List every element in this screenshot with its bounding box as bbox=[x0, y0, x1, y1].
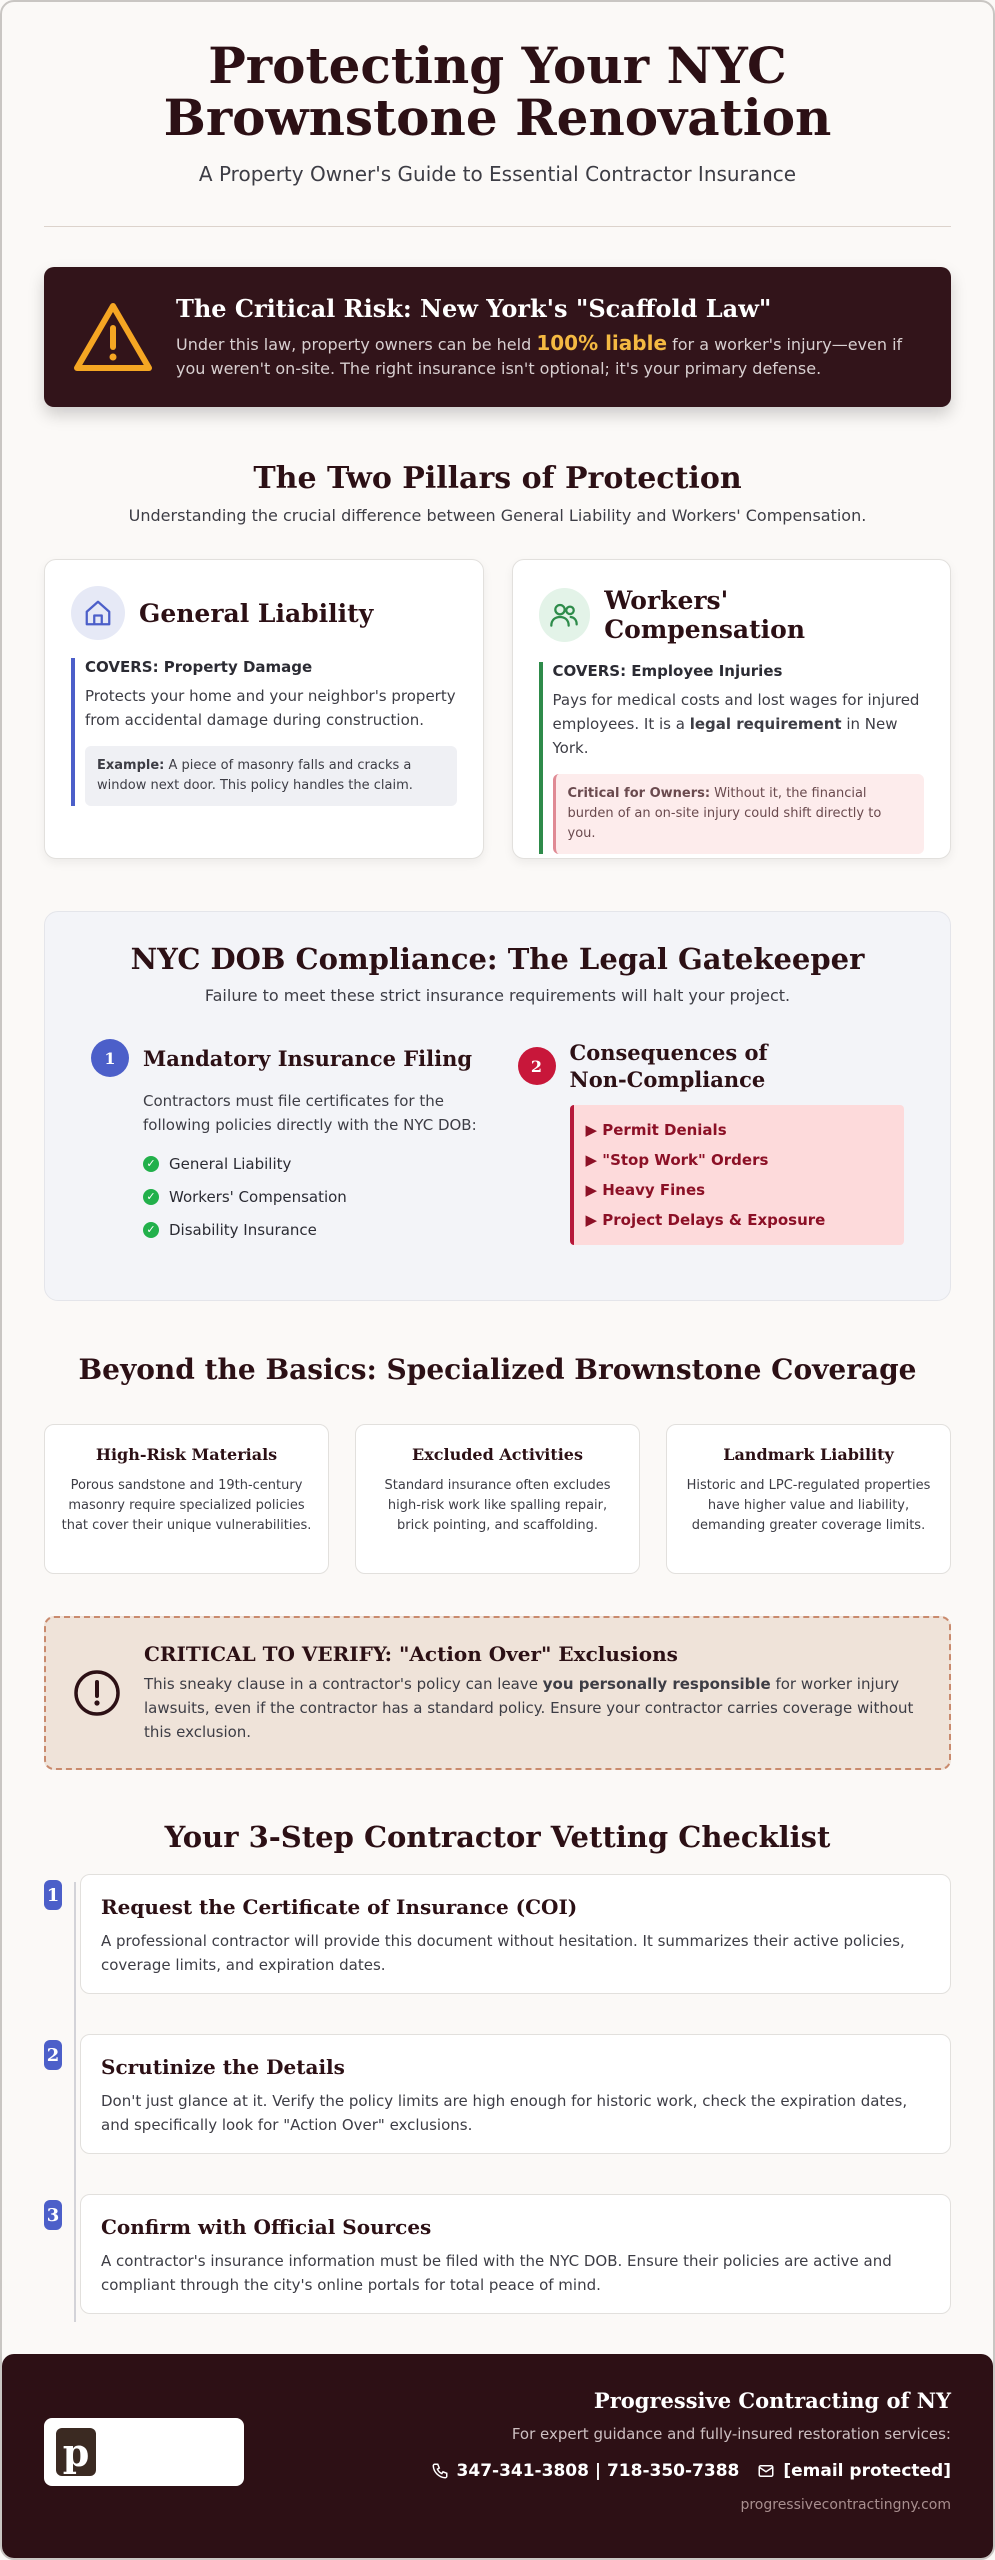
phone-icon bbox=[431, 2462, 449, 2480]
checklist-step bbox=[44, 2194, 951, 2354]
general-liability-card bbox=[44, 559, 484, 859]
workers-comp-title: Workers' Compensation bbox=[604, 586, 806, 644]
step-desc: A contractor's insurance information must be filed with the NYC DOB. Ensure their policies are active and compliant through the city's online portals for total peace of mind. bbox=[101, 2252, 892, 2294]
check-icon: ✓ bbox=[143, 1156, 159, 1172]
filing-title: Mandatory Insurance Filing bbox=[143, 1045, 473, 1071]
step-number-badge: 1 bbox=[91, 1039, 129, 1077]
company-name: Progressive Contracting of NY bbox=[593, 2388, 951, 2413]
specialized-title: Beyond the Basics: Specialized Brownstone Coverage bbox=[78, 1353, 917, 1386]
risk-text: Under this law, property owners can be held 100% liable for a worker's injury—even if you weren't on-site. The right insurance isn't optional; it's your primary defense. bbox=[176, 330, 903, 378]
list-item: ✓ Workers' Compensation bbox=[143, 1180, 478, 1213]
filing-column bbox=[91, 1039, 478, 1246]
checklist-step bbox=[44, 2034, 951, 2194]
website-link[interactable]: progressivecontractingny.com bbox=[740, 2497, 951, 2513]
list-item: ✓ General Liability bbox=[143, 1147, 478, 1180]
check-icon: ✓ bbox=[143, 1222, 159, 1238]
checklist-steps bbox=[44, 1874, 951, 2354]
dob-title: NYC DOB Compliance: The Legal Gatekeeper bbox=[130, 942, 865, 976]
footer-tagline: For expert guidance and fully-insured restoration services: bbox=[511, 2425, 951, 2443]
workers-desc: Pays for medical costs and lost wages for injured employees. It is a legal requirement in New York. bbox=[552, 691, 920, 757]
step-number-badge: 2 bbox=[44, 2040, 62, 2070]
pillars-title: The Two Pillars of Protection bbox=[253, 461, 742, 496]
email-icon bbox=[757, 2462, 775, 2480]
step-number-badge: 1 bbox=[44, 1880, 62, 1910]
step-desc: A professional contractor will provide this document without hesitation. It summarizes their active policies, coverage limits, and expiration dates. bbox=[101, 1932, 905, 1974]
consequence-item: ▶ "Stop Work" Orders bbox=[585, 1151, 769, 1169]
exclamation-icon bbox=[72, 1668, 122, 1718]
checklist-title: Your 3-Step Contractor Vetting Checklist bbox=[164, 1820, 831, 1854]
action-over-warning bbox=[44, 1616, 951, 1770]
required-policies-list bbox=[143, 1147, 478, 1246]
svg-text:p: p bbox=[62, 2430, 90, 2475]
risk-highlight: 100% liable bbox=[536, 330, 668, 355]
step-title: Scrutinize the Details bbox=[101, 2055, 345, 2079]
dob-compliance-section bbox=[44, 911, 951, 1301]
logo-mark bbox=[52, 2426, 100, 2478]
step-title: Request the Certificate of Insurance (COI) bbox=[101, 1895, 578, 1919]
page-title: Protecting Your NYC Brownstone Renovation bbox=[163, 36, 832, 147]
general-example-note: Example: A piece of masonry falls and cracks a window next door. This policy handles the claim. bbox=[85, 746, 457, 806]
coverage-card: Excluded Activities Standard insurance often excludes high-risk work like spalling repair, brick pointing, and scaffolding. bbox=[355, 1424, 640, 1574]
general-liability-title: General Liability bbox=[139, 598, 374, 628]
company-logo bbox=[44, 2418, 244, 2486]
consequence-item: ▶ Project Delays & Exposure bbox=[585, 1211, 826, 1229]
verify-title: CRITICAL TO VERIFY: "Action Over" Exclusions bbox=[144, 1642, 678, 1666]
users-icon bbox=[539, 588, 591, 642]
specialized-cards bbox=[44, 1424, 951, 1574]
checklist-step bbox=[44, 1874, 951, 2034]
house-icon bbox=[71, 586, 125, 640]
consequence-item: ▶ Heavy Fines bbox=[585, 1181, 706, 1199]
workers-comp-card bbox=[512, 559, 952, 859]
step-desc: Don't just glance at it. Verify the policy limits are high enough for historic work, check the expiration dates, and specifically look for "Action Over" exclusions. bbox=[101, 2092, 908, 2134]
step-number-badge: 2 bbox=[518, 1047, 556, 1085]
critical-risk-banner bbox=[44, 267, 951, 407]
coverage-card: High-Risk Materials Porous sandstone and 19th-century masonry require specialized policies that cover their unique vulnerabilities. bbox=[44, 1424, 329, 1574]
dob-subtitle: Failure to meet these strict insurance requirements will halt your project. bbox=[204, 986, 791, 1005]
check-icon: ✓ bbox=[143, 1189, 159, 1205]
list-item: ✓ Disability Insurance bbox=[143, 1213, 478, 1246]
workers-covers: COVERS: Employee Injuries bbox=[552, 662, 783, 680]
consequences-title: Consequences of Non-Compliance bbox=[569, 1040, 768, 1092]
workers-critical-note: Critical for Owners: Without it, the financial burden of an on-site injury could shift directly to you. bbox=[553, 774, 925, 854]
consequence-item: ▶ Permit Denials bbox=[585, 1121, 727, 1139]
footer bbox=[2, 2354, 993, 2558]
divider bbox=[44, 226, 951, 227]
pillars-grid bbox=[44, 559, 951, 859]
verify-text: This sneaky clause in a contractor's policy can leave you personally responsible for worker injury lawsuits, even if the contractor has a standard policy. Ensure your contractor carries coverage without this exclusion. bbox=[144, 1675, 914, 1741]
warning-icon bbox=[72, 300, 154, 374]
email-link[interactable]: [email protected] bbox=[783, 2461, 951, 2481]
filing-desc: Contractors must file certificates for the following policies directly with the NYC DOB: bbox=[143, 1092, 477, 1134]
hero bbox=[2, 2, 993, 186]
step-number-badge: 3 bbox=[44, 2200, 62, 2230]
page-subtitle: A Property Owner's Guide to Essential Contractor Insurance bbox=[198, 162, 797, 186]
phone-numbers[interactable]: 347-341-3808 | 718-350-7388 bbox=[456, 2461, 740, 2481]
pillars-subtitle: Understanding the crucial difference between General Liability and Workers' Compensation. bbox=[128, 506, 867, 525]
general-desc: Protects your home and your neighbor's property from accidental damage during construction. bbox=[85, 687, 456, 729]
general-covers: COVERS: Property Damage bbox=[85, 658, 313, 676]
contact-line bbox=[431, 2461, 951, 2481]
step-title: Confirm with Official Sources bbox=[101, 2215, 432, 2239]
consequences-column bbox=[518, 1039, 905, 1246]
risk-title: The Critical Risk: New York's "Scaffold Law" bbox=[176, 293, 772, 323]
coverage-card: Landmark Liability Historic and LPC-regulated properties have higher value and liability, demanding greater coverage limits. bbox=[666, 1424, 951, 1574]
consequences-box bbox=[570, 1105, 905, 1245]
